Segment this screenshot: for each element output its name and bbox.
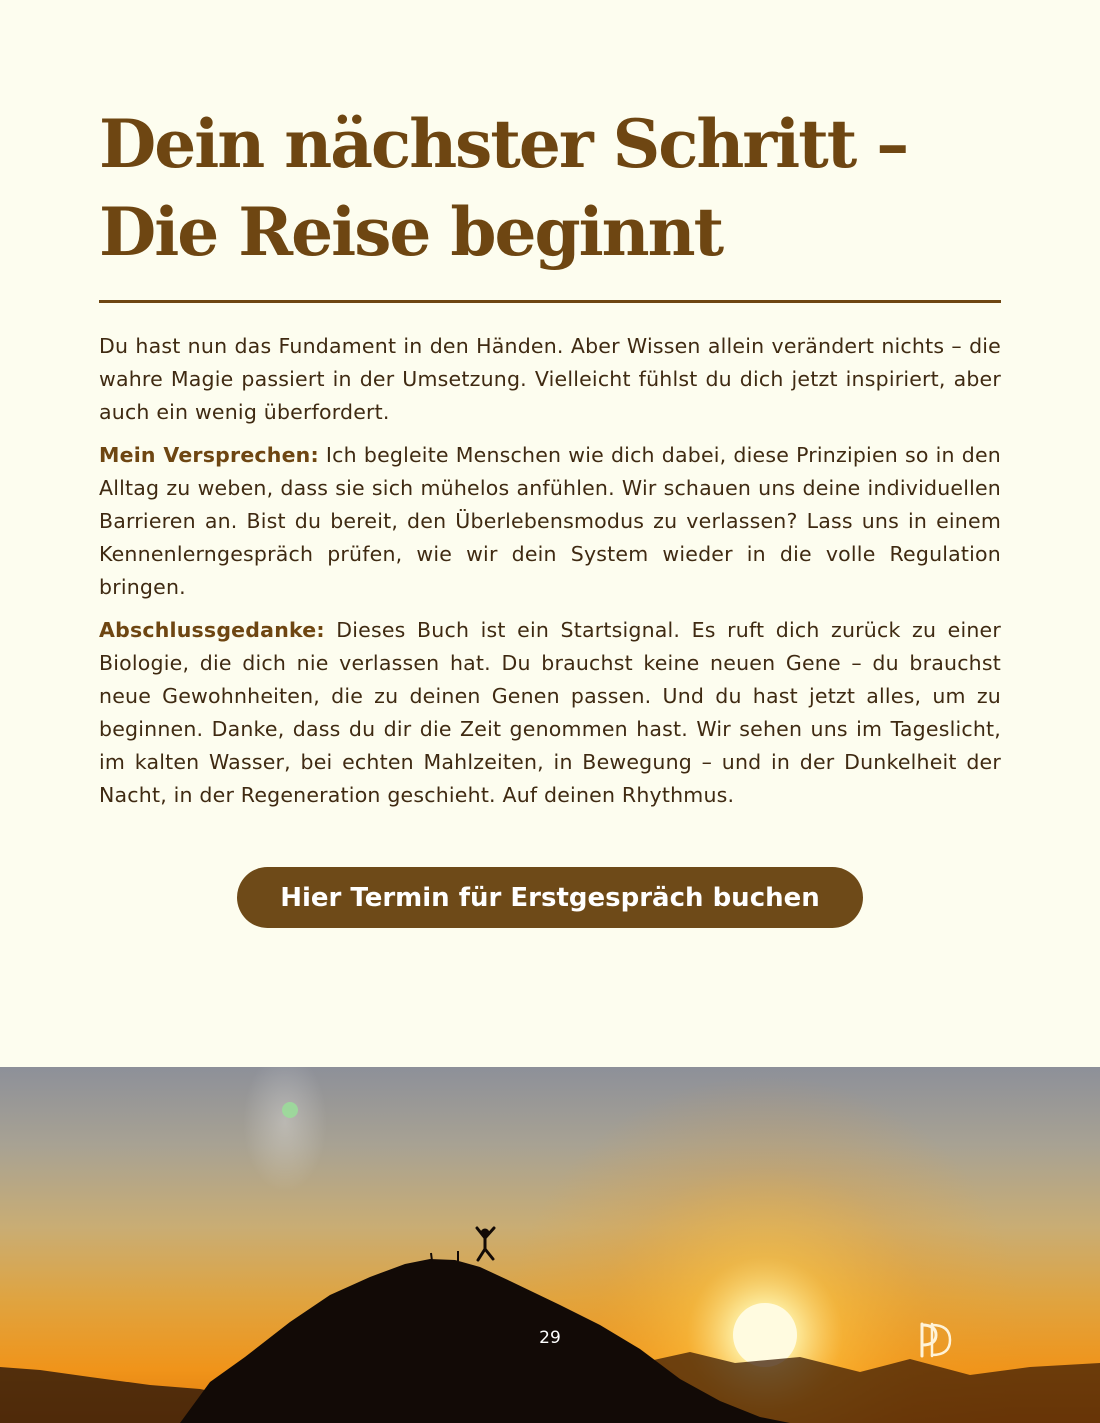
title-divider	[99, 300, 1001, 303]
summit-post	[431, 1253, 432, 1261]
page-number: 29	[539, 1328, 561, 1348]
book-appointment-button[interactable]: Hier Termin für Erstgespräch buchen	[237, 867, 863, 928]
closing-text: Dieses Buch ist ein Startsignal. Es ruft dich zurück zu einer Biologie, die dich nie verlassen hat. Du brauchst keine neuen Gene – du brauchst neue Gewohnheiten, die zu deinen Genen passen. Und du hast jetzt alles, um zu beginnen. Danke, dass du dir die Zeit genommen hast. Wir sehen uns im Tageslicht, im kalten Wasser, bei echten Mahlzeiten, in Bewegung – und in der Dunkelheit der Nacht, in der Regeneration geschieht. Auf deinen Rhythmus.	[99, 618, 1001, 807]
closing-lead: Abschlussgedanke:	[99, 618, 325, 642]
sunset-mountain-image	[0, 1067, 1100, 1423]
promise-text: Ich begleite Menschen wie dich dabei, diese Prinzipien so in den Alltag zu weben, dass sie sich mühelos anfühlen. Wir schauen uns deine individuellen Barrieren an. Bist du bereit, den Überlebensmodus zu verlassen? Lass uns in einem Kennenlerngespräch prüfen, wie wir dein System wieder in die volle Regulation bringen.	[99, 443, 1001, 599]
cta-container	[237, 867, 863, 928]
sunset-mountain-photo	[0, 1067, 1100, 1423]
page-title: Dein nächster Schritt – Die Reise beginnt	[99, 105, 908, 271]
closing-paragraph	[99, 614, 1001, 812]
pp-logo-icon	[914, 1318, 958, 1362]
promise-paragraph	[99, 439, 1001, 604]
pp-logo-mark	[914, 1318, 958, 1362]
promise-lead: Mein Versprechen:	[99, 443, 319, 467]
main-content	[99, 100, 1001, 812]
sun	[733, 1303, 797, 1367]
intro-paragraph: Du hast nun das Fundament in den Händen. Aber Wissen allein verändert nichts – die wahre Magie passiert in der Umsetzung. Vielleicht fühlst du dich jetzt inspiriert, aber auch ein wenig überfordert.	[99, 334, 1001, 424]
